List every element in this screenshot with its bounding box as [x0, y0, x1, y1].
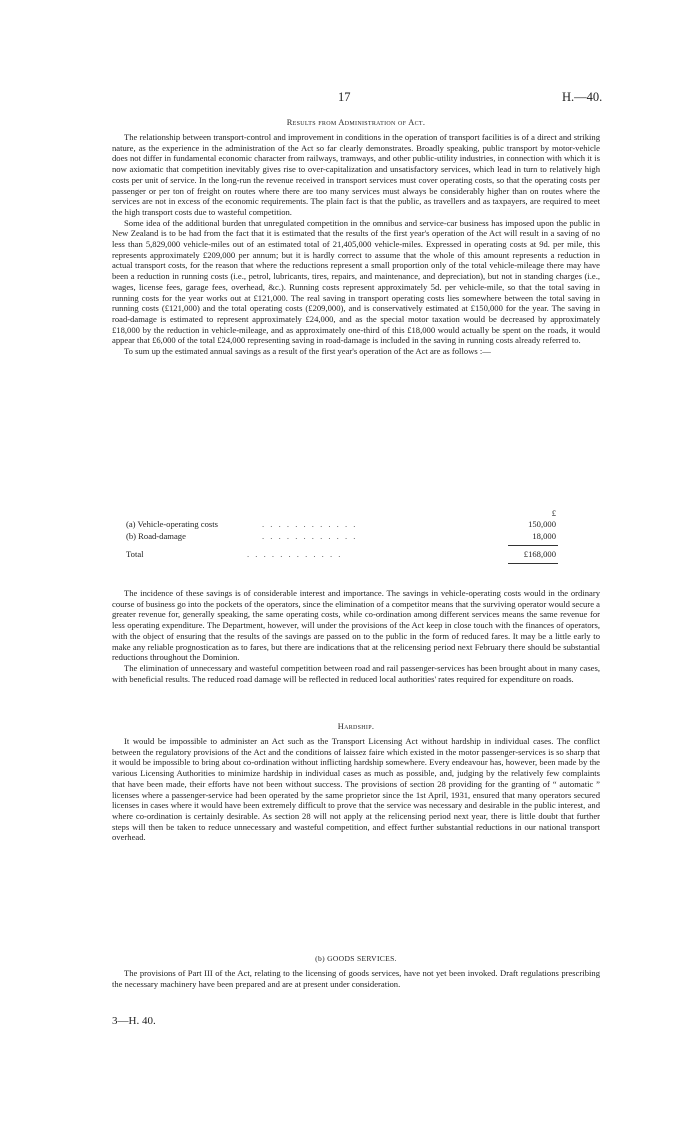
- savings-row-amount: 150,000: [528, 519, 556, 529]
- section-results-body: [112, 132, 600, 357]
- savings-total-row: [112, 549, 600, 560]
- section-heading-hardship: Hardship.: [337, 722, 375, 731]
- section-heading-results: Results from Administration of Act.: [286, 118, 426, 127]
- document-reference: H.—40.: [562, 90, 603, 104]
- page-signature: 3—H. 40.: [112, 1015, 156, 1027]
- savings-total-amount: £168,000: [523, 549, 556, 559]
- paragraph: The provisions of Part III of the Act, relating to the licensing of goods services, have not yet been invoked. Draft regulations prescribing the necessary machinery have been prepared and are at present under consideration.: [112, 968, 600, 989]
- savings-row-label: (a) Vehicle-operating costs: [126, 519, 221, 529]
- savings-row-label: (b) Road-damage: [126, 531, 189, 541]
- leader-dots: . . . . . . . . . . . .: [262, 531, 358, 541]
- savings-row: [112, 519, 600, 530]
- section-hardship-body: [112, 736, 600, 843]
- savings-row-amount: 18,000: [532, 531, 556, 541]
- paragraph: It would be impossible to administer an Act such as the Transport Licensing Act without hardship in individual cases. The conflict between the regulatory provisions of the Act and the conditions of laissez faire which existed in the motor passenger-services is so sharp that it would be impossible to bring about co-ordination without inflicting hardship somewhere. Every endeavour has, however, been made by the various Licensing Authorities to minimize hardship in individual cases as much as possible, and, judging by the relatively few complaints that have been made, their efforts have not been without success. The provisions of section 28 providing for the granting of “ automatic ” licenses where a passenger-service had been operated by the same proprietor since the 1st April, 1931, ensured that many operators secured licenses in cases where it would have been extremely difficult to prove that the service was necessary and desirable in the public interest, and where co-ordination is certainly desirable. As section 28 will not apply at the relicensing period next year, there is little doubt that further steps will then be taken to reduce unnecessary and wasteful competition, and effect further substantial reductions in our national transport overhead.: [112, 736, 600, 843]
- paragraph: To sum up the estimated annual savings as a result of the first year's operation of the Act are as follows :—: [124, 346, 491, 357]
- paragraph: The incidence of these savings is of considerable interest and importance. The savings in vehicle-operating costs would in the ordinary course of business go into the pockets of the operators, since the elimination of a competitor means that the surviving operator would secure a greater revenue for, generally speaking, the same operating costs, while co-ordination among different services means the same revenue for less operating expenditure. The Department, however, will under the provisions of the Act keep in close touch with the finances of operators, with the object of ensuring that the results of the savings are passed on to the public in the form of reduced fares. It may be a little early to make any reliable prognostication as to fares, but there are indications that at the relicensing period next February there should be substantial reductions throughout the Dominion.: [112, 588, 600, 663]
- section-incidence-body: [112, 588, 600, 684]
- page-header: [0, 90, 700, 106]
- savings-total-label: Total: [126, 549, 147, 559]
- paragraph: Some idea of the additional burden that unregulated competition in the omnibus and service-car business has imposed upon the public in New Zealand is to be had from the fact that it is estimated that the results of the first year's operation of the Act will result in a saving of no less than 5,829,000 vehicle-miles out of an estimated total of 21,405,000 vehicle-miles. Expressed in operating costs at 9d. per mile, this represents approximately £209,000 per annum; but it is hardly correct to assume that the whole of this amount represents a reduction in actual transport costs, for the reason that where the reductions represent a small proportion only of the total vehicle-mileage there may have been a reduction in running costs (i.e., petrol, lubricants, tires, repairs, and maintenance, and depreciation), but not in standing charges (i.e., wages, license fees, garage fees, overhead, &c.). Running costs represent approximately 5d. per vehicle-mile, so that the total saving in running costs for the year works out at £121,000. The real saving in transport operating costs lies somewhere between the total saving in running costs (£121,000) and the total operating costs (£209,000), and is conservatively estimated at £150,000 for the year. The saving in road-damage is estimated to represent approximately £24,000, and as the special motor taxation would be decreased by approximately £18,000 by the reduction in vehicle-mileage, and as approximately one-third of this £18,000 would actually be spent on the roads, it would appear that £6,000 of the total £24,000 representing saving in road-damage is included in the saving in running costs already referred to.: [112, 217, 600, 346]
- savings-row: [112, 531, 600, 542]
- section-goods-body: [112, 968, 600, 989]
- section-heading-goods: (b) GOODS SERVICES.: [315, 954, 397, 963]
- page-number: 17: [338, 90, 351, 104]
- leader-dots: . . . . . . . . . . . .: [247, 549, 343, 559]
- paragraph: The elimination of unnecessary and wasteful competition between road and rail passenger-services has been brought about in many cases, with beneficial results. The reduced road damage will be reflected in reduced local authorities' rates required for expenditure on roads.: [112, 662, 600, 684]
- sum-rule: [508, 545, 558, 546]
- leader-dots: . . . . . . . . . . . .: [262, 519, 358, 529]
- paragraph: The relationship between transport-control and improvement in conditions in the operation of transport facilities is of a direct and striking nature, as the experience in the administration of the Act so far clearly demonstrates. Broadly speaking, public transport by motor-vehicle does not differ in fundamental economic character from railways, tramways, and other public-utility industries, in connection with which it is now axiomatic that competition inevitably gives rise to over-capitalization and unsatisfactory services, which lead in turn to relatively high costs per unit of service. In the long-run the revenue received in transport services must cover operating costs, so that the operating costs per passenger or per ton of freight on routes where there are too many services must always be considerably higher than on routes where the services are not in excess of the economic requirements. The plain fact is that the public, as travellers and as taxpayers, are required to meet the high transport costs due to wasteful competition.: [112, 132, 600, 217]
- currency-unit: £: [551, 508, 556, 518]
- total-rule: [508, 563, 558, 564]
- savings-table: [112, 508, 600, 568]
